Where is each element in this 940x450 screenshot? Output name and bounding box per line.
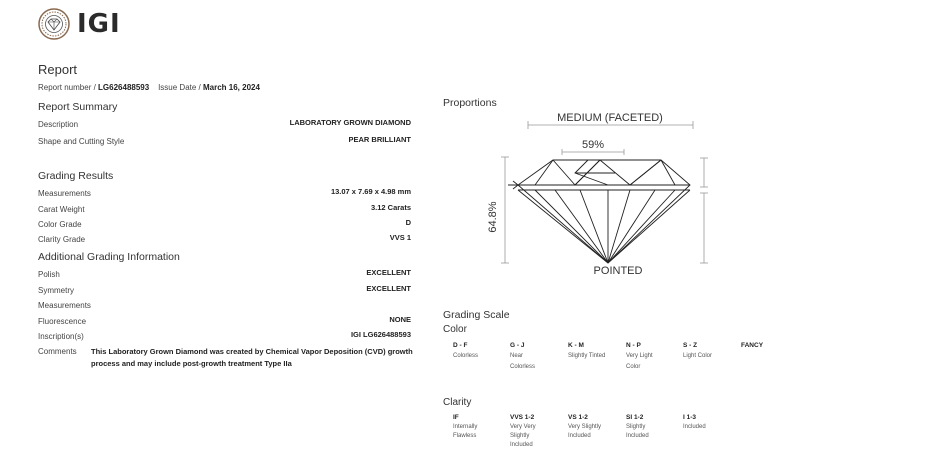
description-label: Description [38,120,79,129]
proportions-heading: Proportions [443,97,497,109]
comments-label: Comments [38,347,77,356]
issue-date-label: Issue Date / [158,83,203,92]
grading-results-heading: Grading Results [38,170,114,182]
clarity-grade-label: Clarity Grade [38,235,86,244]
color-scale-code: N - P [626,342,641,349]
measurements-value: 13.07 x 7.69 x 4.98 mm [330,187,411,196]
color-scale-code: K - M [568,342,584,349]
shape-value: PEAR BRILLIANT [348,135,411,144]
clarity-grade-value: VVS 1 [389,233,411,242]
report-summary-heading: Report Summary [38,101,118,113]
color-scale-desc: Colorless [453,353,479,359]
color-grade-value: D [405,218,411,227]
polish-label: Polish [38,270,60,279]
clarity-scale-code: IF [453,414,459,421]
clarity-scale-item [626,413,660,441]
depth-percent: 64.8% [487,201,499,233]
measurements-label: Measurements [38,189,91,198]
inscription-value: IGI LG626488593 [350,330,411,339]
color-scale-item [741,341,795,351]
igi-logo [38,8,121,40]
color-scale-code: S - Z [683,342,698,349]
shape-label: Shape and Cutting Style [38,137,125,146]
additional-measurements-label: Measurements [38,301,91,310]
clarity-scale-item [453,413,487,441]
clarity-scale-item [510,413,546,450]
color-scale-item [453,341,507,362]
color-scale-code: G - J [510,342,525,349]
color-scale-code: D - F [453,342,468,349]
color-scale-desc: Slightly Tinted [568,353,606,359]
color-scale-item [683,341,737,362]
clarity-scale-desc: Very Very Slightly Included [510,424,536,448]
proportions-diagram [480,105,740,285]
color-scale-item [510,341,564,373]
fluorescence-value: NONE [389,315,411,324]
color-scale-item [568,341,622,362]
culet-label: POINTED [593,265,643,277]
girdle-label: MEDIUM (FACETED) [557,112,663,124]
color-scale-item [626,341,680,373]
color-scale-desc: Very Light Color [626,353,653,370]
igi-seal-icon [38,8,70,40]
clarity-scale-desc: Included [683,424,706,430]
clarity-scale-desc: Internally Flawless [453,424,478,439]
clarity-scale-code: I 1-3 [683,414,697,421]
symmetry-value: EXCELLENT [366,284,411,293]
clarity-scale-desc: Slightly Included [626,424,649,439]
clarity-scale-item [683,413,723,432]
symmetry-label: Symmetry [38,286,74,295]
description-value: LABORATORY GROWN DIAMOND [289,118,411,127]
grading-scale-heading: Grading Scale [443,309,510,321]
color-scale-desc: Light Color [683,353,713,359]
issue-date: March 16, 2024 [203,83,260,92]
table-percent: 59% [581,139,605,151]
comments-value: This Laboratory Grown Diamond was created by Chemical Vapor Deposition (CVD) growth process and may include post-growth treatment Type IIa [91,347,413,368]
clarity-scale-code: VS 1-2 [568,414,588,421]
clarity-scale-heading: Clarity [443,397,472,408]
color-scale-desc: Near Colorless [510,353,536,370]
polish-value: EXCELLENT [366,268,411,277]
fluorescence-label: Fluorescence [38,317,87,326]
additional-info-heading: Additional Grading Information [38,251,180,263]
report-title: Report [38,62,78,77]
carat-weight-value: 3.12 Carats [370,203,411,212]
clarity-scale-desc: Very Slightly Included [568,424,602,439]
report-number: LG626488593 [98,83,150,92]
clarity-scale-item [568,413,608,441]
clarity-scale-code: VVS 1-2 [510,414,535,421]
color-scale-code: FANCY [741,342,764,349]
report-meta [38,83,260,92]
carat-weight-label: Carat Weight [38,205,85,214]
logo-text: IGI [77,9,121,39]
diamond-profile-diagram [480,105,740,280]
report-number-label: Report number / [38,83,99,92]
color-grade-label: Color Grade [38,220,82,229]
clarity-scale-code: SI 1-2 [626,414,644,421]
inscription-label: Inscription(s) [38,332,84,341]
color-scale-heading: Color [443,324,467,335]
